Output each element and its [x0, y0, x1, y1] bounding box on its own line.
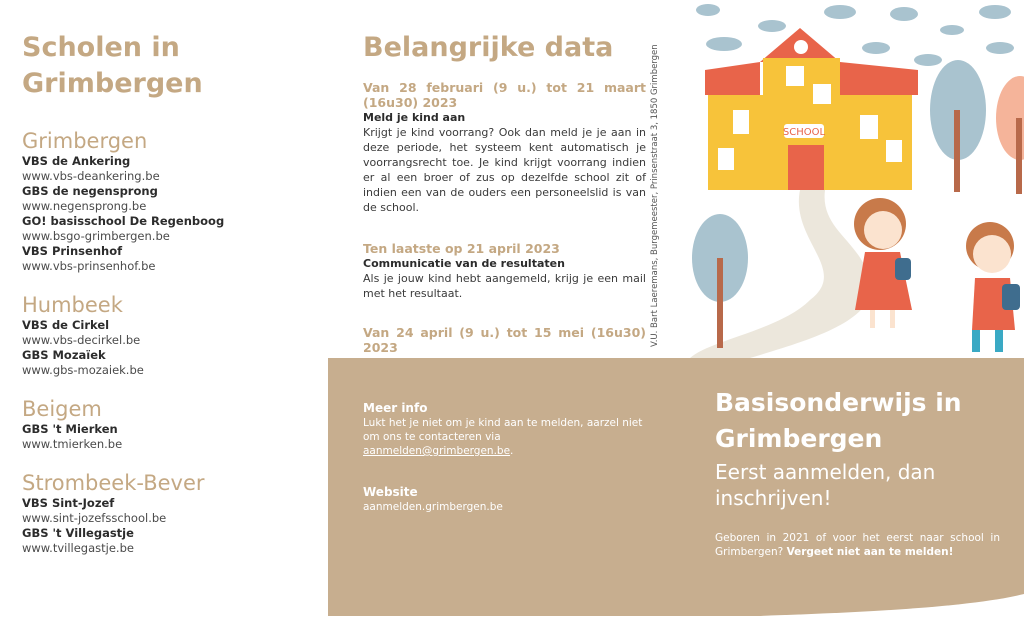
promo-title: [715, 385, 1000, 457]
school-illustration: [690, 0, 1024, 358]
event-heading: Meld je kind aan: [363, 111, 466, 124]
event-body: Krijgt je kind voorrang? Ook dan meld je je aan in deze periode, het systeem kent automatisch je voorrangsrecht toe. Je kind krijgt voorrang indien er al een broer of zus op dezelfde school zit of indien een van de ouders een personeelslid is van de school.: [363, 126, 646, 214]
event-date: Van 28 februari (9 u.) tot 21 maart (16u30) 2023: [363, 80, 646, 110]
colophon: [650, 44, 670, 347]
event-item: [363, 80, 646, 215]
school-name: GBS 't Villegastje: [22, 526, 134, 540]
more-info-text-after: .: [510, 445, 514, 457]
school-url[interactable]: www.vbs-deankering.be: [22, 169, 160, 183]
school-sign: SCHOOL: [782, 127, 826, 138]
schools-title: [22, 30, 312, 102]
boy-icon: [966, 222, 1020, 352]
promo-text-plain: Geboren in 2021 of voor het eerst naar school in Grimbergen?: [715, 532, 1000, 558]
schools-title-line1: Scholen in: [22, 32, 180, 63]
website-title: Website: [363, 485, 418, 499]
town-section-beigem: [22, 396, 312, 452]
school-name: GBS Mozaïek: [22, 348, 106, 362]
school-name: GBS de negensprong: [22, 184, 158, 198]
promo-subtitle-line1: Eerst aanmelden, dan: [715, 460, 936, 484]
town-name: Beigem: [22, 397, 102, 421]
more-info-text-before: Lukt het je niet om je kind aan te melden, aarzel niet om ons te contacteren via: [363, 417, 643, 443]
more-info-block: [363, 400, 653, 458]
dates-column: [363, 30, 646, 403]
school-name: VBS de Ankering: [22, 154, 131, 168]
more-info-title: Meer info: [363, 401, 428, 415]
school-building-icon: [705, 28, 918, 190]
email-link[interactable]: aanmelden@grimbergen.be: [363, 445, 511, 457]
town-name: Strombeek-Bever: [22, 471, 205, 495]
website-url[interactable]: aanmelden.grimbergen.be: [363, 501, 503, 513]
school-url[interactable]: www.bsgo-grimbergen.be: [22, 229, 170, 243]
school-name: GO! basisschool De Regenboog: [22, 214, 225, 228]
school-name: VBS Prinsenhof: [22, 244, 123, 258]
promo-title-line1: Basisonderwijs in: [715, 388, 962, 417]
event-date: Van 24 april (9 u.) tot 15 mei (16u30) 2023: [363, 325, 646, 355]
tree-icon: [692, 214, 748, 348]
school-url[interactable]: www.tvillegastje.be: [22, 541, 134, 555]
town-name: Grimbergen: [22, 129, 148, 153]
promo-subtitle: [715, 459, 1000, 511]
more-info-text: [363, 416, 653, 458]
town-section-humbeek: [22, 292, 312, 378]
school-name: VBS de Cirkel: [22, 318, 110, 332]
school-url[interactable]: www.vbs-prinsenhof.be: [22, 259, 156, 273]
school-name: GBS 't Mierken: [22, 422, 118, 436]
town-section-strombeek-bever: [22, 470, 312, 556]
colophon-text: V.U. Bart Laeremans, Burgemeester, Prinsenstraat 3, 1850 Grimbergen: [650, 44, 660, 347]
promo-text-bold: Vergeet niet aan te melden!: [786, 546, 954, 558]
promo-block: [715, 385, 1000, 559]
school-url[interactable]: www.tmierken.be: [22, 437, 123, 451]
school-url[interactable]: www.negensprong.be: [22, 199, 147, 213]
school-url[interactable]: www.gbs-mozaiek.be: [22, 363, 144, 377]
promo-subtitle-line2: inschrijven!: [715, 486, 832, 510]
event-heading: Communicatie van de resultaten: [363, 257, 565, 270]
website-block: [363, 484, 653, 514]
event-body: Als je jouw kind hebt aangemeld, krijg je een mail met het resultaat.: [363, 272, 646, 300]
town-name: Humbeek: [22, 293, 123, 317]
tree-icon: [930, 60, 986, 192]
school-name: VBS Sint-Jozef: [22, 496, 115, 510]
school-url[interactable]: www.sint-jozefsschool.be: [22, 511, 167, 525]
town-section-grimbergen: [22, 128, 312, 274]
school-url[interactable]: www.vbs-decirkel.be: [22, 333, 141, 347]
dates-title: Belangrijke data: [363, 32, 614, 63]
promo-text: [715, 531, 1000, 559]
schools-column: [22, 30, 312, 574]
promo-title-line2: Grimbergen: [715, 424, 883, 453]
schools-title-line2: Grimbergen: [22, 68, 203, 99]
event-item: [363, 241, 646, 301]
tree-icon: [996, 76, 1024, 194]
event-date: Ten laatste op 21 april 2023: [363, 241, 560, 256]
clouds-icon: [696, 4, 1014, 66]
illustration-svg: [690, 0, 1024, 358]
